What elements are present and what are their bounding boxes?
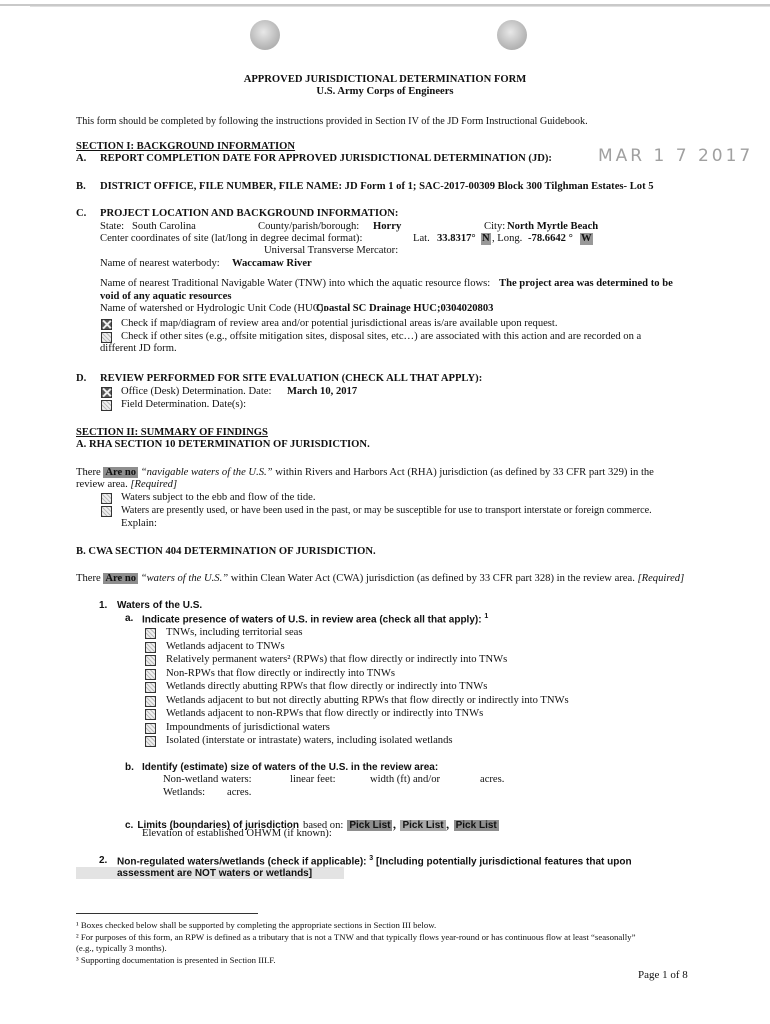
presence-heading <box>142 613 488 625</box>
item-1b-letter: b. <box>125 762 134 773</box>
ebb-flow-checkbox[interactable] <box>101 493 112 504</box>
presence-sup: 1 <box>484 613 489 620</box>
field-determination-checkbox[interactable] <box>101 400 112 411</box>
tnw-label: Name of nearest Traditional Navigable Water (TNW) into which the aquatic resource flows: <box>100 278 491 289</box>
waters-item-checkbox[interactable] <box>145 696 156 707</box>
center-coords-label: Center coordinates of site (lat/long in degree decimal format): <box>100 233 363 244</box>
report-date-label: REPORT COMPLETION DATE FOR APPROVED JURISDICTIONAL DETERMINATION (JD): <box>100 153 552 164</box>
cwa-heading: B. CWA SECTION 404 DETERMINATION OF JURISDICTION. <box>76 546 376 557</box>
limits-based-on: based on: <box>303 820 344 831</box>
cwa-quote: “waters of the U.S.” <box>140 573 229 584</box>
waters-item-label: Wetlands adjacent to TNWs <box>166 641 285 652</box>
presence-text: Indicate presence of waters of U.S. in review area (check all that apply): <box>142 614 482 626</box>
waters-item-label: Wetlands adjacent to non-RPWs that flow directly or indirectly into TNWs <box>166 708 484 719</box>
county-label: County/parish/borough: <box>258 221 360 232</box>
punch-hole-right <box>497 20 527 50</box>
waters-item-label: Wetlands directly abutting RPWs that flow directly or indirectly into TNWs <box>166 681 488 692</box>
ebb-flow-text: Waters subject to the ebb and flow of the tide. <box>121 492 316 503</box>
elevation-label: Elevation of established OHWM (if known): <box>142 828 332 839</box>
office-determination-date: March 10, 2017 <box>287 386 358 397</box>
long-label: , Long. <box>492 233 523 244</box>
rha-required: [Required] <box>130 479 178 490</box>
cwa-pre: There <box>76 573 101 584</box>
commerce-text: Waters are presently used, or have been used in the past, or may be susceptible for use to transport interstate or foreign commerce. <box>121 505 652 516</box>
non-regulated-bracket-2: assessment are NOT waters or wetlands] <box>117 868 313 879</box>
district-file-info: DISTRICT OFFICE, FILE NUMBER, FILE NAME: JD Form 1 of 1; SAC-2017-00309 Block 300 Tilghman Estates- Lot 5 <box>100 181 654 192</box>
footnote-2-line-1: ² For purposes of this form, an RPW is defined as a tributary that is not a TNW and that typically flows year-round or has continuous flow at least “seasonally” <box>76 932 636 942</box>
review-performed-heading: REVIEW PERFORMED FOR SITE EVALUATION (CHECK ALL THAT APPLY): <box>100 373 483 384</box>
footnote-2-line-2: (e.g., typically 3 months). <box>76 943 167 953</box>
waters-item-checkbox[interactable] <box>145 682 156 693</box>
cwa-statement <box>76 573 684 585</box>
pick-list-3[interactable]: Pick List <box>455 820 497 831</box>
utm-label: Universal Transverse Mercator: <box>264 245 399 256</box>
county-value: Horry <box>373 221 402 232</box>
project-location-heading: PROJECT LOCATION AND BACKGROUND INFORMATION: <box>100 208 399 219</box>
waters-item-checkbox[interactable] <box>145 709 156 720</box>
office-determination-checkbox[interactable] <box>101 387 112 398</box>
non-regulated-heading <box>117 855 632 867</box>
cwa-post: within Clean Water Act (CWA) jurisdiction (as defined by 33 CFR part 328) in the review area. <box>230 573 635 584</box>
footnote-1: ¹ Boxes checked below shall be supported by completing the appropriate sections in Section III below. <box>76 920 437 930</box>
non-regulated-text: Non-regulated waters/wetlands (check if applicable): <box>117 856 367 868</box>
cwa-choice-dropdown[interactable]: Are no <box>105 573 137 584</box>
item-2-number: 2. <box>99 855 108 866</box>
waters-item-checkbox[interactable] <box>145 655 156 666</box>
rha-choice-dropdown[interactable]: Are no <box>105 467 137 478</box>
other-sites-checkbox[interactable] <box>101 332 112 343</box>
section-1-heading: SECTION I: BACKGROUND INFORMATION <box>76 141 296 152</box>
rha-quote: “navigable waters of the U.S.” <box>140 467 273 478</box>
item-1a-letter: a. <box>125 613 134 624</box>
pick-list-1[interactable]: Pick List <box>349 820 391 831</box>
rha-statement-line2 <box>76 479 177 491</box>
limits-line: c. Limits (boundaries) of jurisdiction based on: Pick List , Pick List , Pick List <box>125 815 497 832</box>
lat-label: Lat. <box>413 233 430 244</box>
waters-item-checkbox[interactable] <box>145 736 156 747</box>
waters-item-label: Relatively permanent waters² (RPWs) that flow directly or indirectly into TNWs <box>166 654 508 665</box>
field-determination-label: Field Determination. Date(s): <box>121 399 247 410</box>
item-c-label: C. <box>76 208 87 219</box>
section-2-heading: SECTION II: SUMMARY OF FINDINGS <box>76 427 268 438</box>
explain-label: Explain: <box>121 518 157 529</box>
commerce-checkbox[interactable] <box>101 506 112 517</box>
wetlands-acres-label: acres. <box>227 787 252 798</box>
waters-item-checkbox[interactable] <box>145 723 156 734</box>
size-heading: Identify (estimate) size of waters of the U.S. in the review area: <box>142 762 439 773</box>
tnw-value-2: void of any aquatic resources <box>100 291 232 302</box>
item-d-label: D. <box>76 373 87 384</box>
item-a-label: A. <box>76 153 87 164</box>
waters-item-label: Wetlands adjacent to but not directly abutting RPWs that flow directly or indirectly into TNWs <box>166 695 569 706</box>
waters-item-label: Impoundments of jurisdictional waters <box>166 722 330 733</box>
nonwetland-acres-label: acres. <box>480 774 505 785</box>
non-regulated-sup: 3 <box>369 855 374 862</box>
item-1-number: 1. <box>99 600 108 611</box>
lat-value: 33.8317° <box>437 233 476 244</box>
form-title: APPROVED JURISDICTIONAL DETERMINATION FORM <box>243 74 527 85</box>
linear-feet-label: linear feet: <box>290 774 336 785</box>
waters-item-checkbox[interactable] <box>145 628 156 639</box>
form-subtitle: U.S. Army Corps of Engineers <box>316 86 454 97</box>
waters-item-checkbox[interactable] <box>145 642 156 653</box>
item-b-label: B. <box>76 181 86 192</box>
huc-label: Name of watershed or Hydrologic Unit Code (HUC): <box>100 303 327 314</box>
waterbody-value: Waccamaw River <box>232 258 312 269</box>
limits-heading: Limits (boundaries) of jurisdiction <box>137 820 300 831</box>
waterbody-label: Name of nearest waterbody: <box>100 258 220 269</box>
wetlands-label: Wetlands: <box>163 787 206 798</box>
width-label: width (ft) and/or <box>370 774 441 785</box>
map-available-text: Check if map/diagram of review area and/or potential jurisdictional areas is/are available upon request. <box>121 318 558 329</box>
lat-direction: N <box>482 233 490 244</box>
waters-item-label: TNWs, including territorial seas <box>166 627 303 638</box>
pick-list-2[interactable]: Pick List <box>402 820 444 831</box>
intro-text: This form should be completed by following the instructions provided in Section IV of the JD Form Instructional Guidebook. <box>76 116 588 127</box>
rha-heading: A. RHA SECTION 10 DETERMINATION OF JURISDICTION. <box>76 439 370 450</box>
long-direction: W <box>581 233 592 244</box>
footnote-3: ³ Supporting documentation is presented in Section III.F. <box>76 955 276 965</box>
map-available-checkbox[interactable] <box>101 319 112 330</box>
other-sites-text-2: different JD form. <box>100 343 177 354</box>
scan-edge-shadow <box>30 6 770 7</box>
date-stamp: MAR 1 7 2017 <box>598 146 754 166</box>
rha-review-area: review area. <box>76 479 128 490</box>
long-value: -78.6642 ° <box>528 233 573 244</box>
punch-hole-left <box>250 20 280 50</box>
rha-post: within Rivers and Harbors Act (RHA) jurisdiction (as defined by 33 CFR part 329) in the <box>275 467 654 478</box>
other-sites-text-1: Check if other sites (e.g., offsite mitigation sites, disposal sites, etc…) are associated with this action and are recorded on a <box>121 331 642 342</box>
huc-value: Coastal SC Drainage HUC;0304020803 <box>316 303 494 314</box>
page-number: Page 1 of 8 <box>638 969 688 981</box>
rha-pre: There <box>76 467 101 478</box>
city-label: City: <box>484 221 506 232</box>
tnw-value-1: The project area was determined to be <box>499 278 673 289</box>
item-1c-letter: c. <box>125 820 134 831</box>
waters-us-heading: Waters of the U.S. <box>117 600 203 611</box>
non-regulated-bracket-1: [Including potentially jurisdictional features that upon <box>375 856 632 868</box>
rha-statement <box>76 467 654 479</box>
state-value: South Carolina <box>132 221 196 232</box>
city-value: North Myrtle Beach <box>507 221 599 232</box>
nonwetland-label: Non-wetland waters: <box>163 774 252 785</box>
cwa-required: [Required] <box>637 573 685 584</box>
waters-item-checkbox[interactable] <box>145 669 156 680</box>
office-determination-label: Office (Desk) Determination. Date: <box>121 386 272 397</box>
waters-item-label: Non-RPWs that flow directly or indirectly into TNWs <box>166 668 396 679</box>
state-label: State: <box>100 221 125 232</box>
footnote-rule <box>76 913 258 914</box>
waters-item-label: Isolated (interstate or intrastate) waters, including isolated wetlands <box>166 735 453 746</box>
